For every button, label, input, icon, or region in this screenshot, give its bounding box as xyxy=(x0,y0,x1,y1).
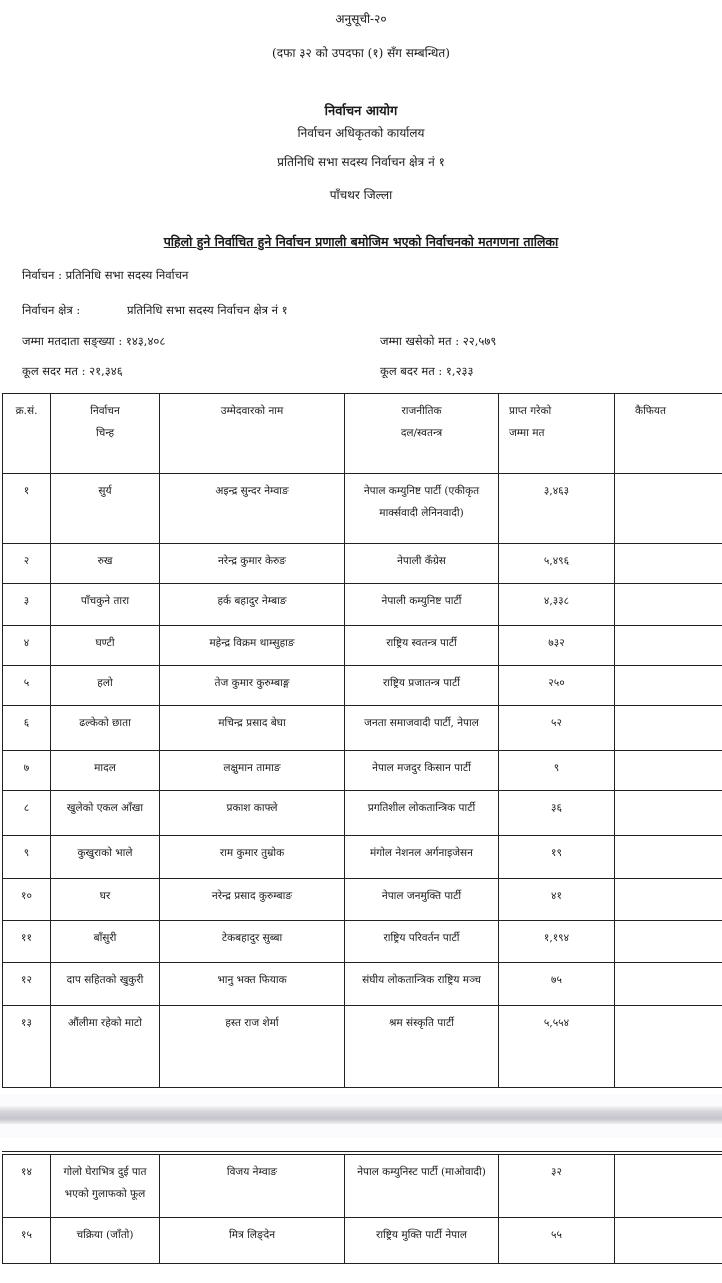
cell-party-name: संघीय लोकतान्त्रिक राष्ट्रिय मञ्च xyxy=(345,963,499,1006)
total-invalid-votes: कूल बदर मत : १,२३३ xyxy=(380,364,474,378)
cell-votes: ९ xyxy=(499,751,615,791)
cell-election-symbol: औंलीमा रहेको माटो xyxy=(51,1006,160,1088)
total-valid-votes: कूल सदर मत : २१,३४६ xyxy=(22,364,123,378)
cell-election-symbol: रुख xyxy=(51,544,160,584)
cell-candidate-name: भानु भक्त फियाक xyxy=(160,963,345,1006)
office-name: निर्वाचन अधिकृतको कार्यालय xyxy=(297,126,425,140)
cell-party-name: श्रम संस्कृति पार्टी xyxy=(345,1006,499,1088)
total-voters: जम्मा मतदाता सङ्ख्या : १४३,४०८ xyxy=(22,334,166,348)
header-total-votes: प्राप्त गरेको जम्मा मत xyxy=(499,394,615,474)
table-header-row xyxy=(3,394,722,474)
cell-remarks xyxy=(615,921,722,963)
cell-party-name: राष्ट्रिय मुक्ति पार्टी नेपाल xyxy=(345,1217,499,1263)
constituency-heading: प्रतिनिधि सभा सदस्य निर्वाचन क्षेत्र नं १ xyxy=(277,155,445,169)
cell-serial-number: ९ xyxy=(3,836,51,879)
cell-party-name: राष्ट्रिय स्वतन्त्र पार्टी xyxy=(345,626,499,666)
cell-remarks xyxy=(615,584,722,626)
cell-remarks xyxy=(615,544,722,584)
constituency-value: प्रतिनिधि सभा सदस्य निर्वाचन क्षेत्र नं १ xyxy=(127,303,288,317)
cell-serial-number: ४ xyxy=(3,626,51,666)
cell-election-symbol: घण्टी xyxy=(51,626,160,666)
table-row xyxy=(3,791,722,836)
cell-serial-number: ११ xyxy=(3,921,51,963)
cell-votes: १९ xyxy=(499,836,615,879)
cell-remarks xyxy=(615,666,722,706)
page-separator xyxy=(0,1106,722,1124)
cell-votes: १,१९४ xyxy=(499,921,615,963)
schedule-number: अनुसूची-२० xyxy=(335,12,387,26)
cell-remarks xyxy=(615,751,722,791)
table-row xyxy=(3,706,722,751)
cell-election-symbol: बाँसुरी xyxy=(51,921,160,963)
cell-serial-number: ६ xyxy=(3,706,51,751)
cell-votes: २५० xyxy=(499,666,615,706)
total-votes-cast: जम्मा खसेको मत : २२,५७९ xyxy=(380,334,497,348)
cell-remarks xyxy=(615,879,722,921)
cell-election-symbol: घर xyxy=(51,879,160,921)
table-row xyxy=(3,666,722,706)
constituency-label: निर्वाचन क्षेत्र : xyxy=(22,303,81,317)
cell-candidate-name: मित्र लिङ्देन xyxy=(160,1217,345,1263)
cell-candidate-name: मचिन्द्र प्रसाद बेघा xyxy=(160,706,345,751)
cell-candidate-name: अइन्द्र सुन्दर नेम्वाङ xyxy=(160,474,345,544)
vote-count-table xyxy=(2,393,722,1088)
cell-election-symbol: कुखुराको भाले xyxy=(51,836,160,879)
cell-serial-number: ३ xyxy=(3,584,51,626)
cell-serial-number: ८ xyxy=(3,791,51,836)
cell-candidate-name: हर्क बहादुर नेम्बाङ xyxy=(160,584,345,626)
table-row xyxy=(3,963,722,1006)
cell-votes: ३२ xyxy=(499,1153,615,1217)
cell-election-symbol: ढल्केको छाता xyxy=(51,706,160,751)
election-type: निर्वाचन : प्रतिनिधि सभा सदस्य निर्वाचन xyxy=(22,268,189,282)
cell-party-name: नेपाल मजदुर किसान पार्टी xyxy=(345,751,499,791)
cell-candidate-name: विजय नेम्वाङ xyxy=(160,1153,345,1217)
header-serial-number: क्र.सं. xyxy=(3,394,51,474)
cell-votes: ५५ xyxy=(499,1217,615,1263)
cell-election-symbol: गोलो घेराभित्र दुई पात भएको गुलाफको फूल xyxy=(51,1153,160,1217)
cell-remarks xyxy=(615,706,722,751)
cell-party-name: जनता समाजवादी पार्टी, नेपाल xyxy=(345,706,499,751)
cell-candidate-name: टेकबहादुर सुब्बा xyxy=(160,921,345,963)
cell-party-name: राष्ट्रिय प्रजातन्त्र पार्टी xyxy=(345,666,499,706)
cell-election-symbol: हलो xyxy=(51,666,160,706)
cell-election-symbol: खुलेको एकल आँखा xyxy=(51,791,160,836)
cell-votes: ३६ xyxy=(499,791,615,836)
table-row xyxy=(3,751,722,791)
cell-election-symbol: चक्रिया (जाँतो) xyxy=(51,1217,160,1263)
table-row xyxy=(3,544,722,584)
cell-election-symbol: दाप सहितको खुकुरी xyxy=(51,963,160,1006)
table-row xyxy=(3,584,722,626)
cell-candidate-name: महेन्द्र विक्रम थाम्सुहाङ xyxy=(160,626,345,666)
cell-votes: ५,५५४ xyxy=(499,1006,615,1088)
cell-party-name: नेपाल कम्युनिष्ट पार्टी (एकीकृत मार्क्सवादी लेनिनवादी) xyxy=(345,474,499,544)
cell-candidate-name: तेज कुमार कुरुम्बाङ्ग xyxy=(160,666,345,706)
cell-party-name: राष्ट्रिय परिवर्तन पार्टी xyxy=(345,921,499,963)
cell-remarks xyxy=(615,1006,722,1088)
cell-remarks xyxy=(615,1217,722,1263)
cell-serial-number: २ xyxy=(3,544,51,584)
cell-election-symbol: सुर्य xyxy=(51,474,160,544)
cell-candidate-name: नरेन्द्र प्रसाद कुरुम्बाङ xyxy=(160,879,345,921)
cell-party-name: नेपाल कम्युनिस्ट पार्टी (माओवादी) xyxy=(345,1153,499,1217)
cell-votes: ३,४६३ xyxy=(499,474,615,544)
cell-party-name: नेपाली कम्युनिष्ट पार्टी xyxy=(345,584,499,626)
table-row xyxy=(3,1217,722,1263)
header-candidate-name: उम्मेदवारको नाम xyxy=(160,394,345,474)
clause-reference: (दफा ३२ को उपदफा (१) सँग सम्बन्धित) xyxy=(272,46,450,60)
table-row xyxy=(3,1153,722,1217)
header-political-party: राजनीतिक दल/स्वतन्त्र xyxy=(345,394,499,474)
cell-serial-number: १ xyxy=(3,474,51,544)
cell-election-symbol: पाँचकुने तारा xyxy=(51,584,160,626)
cell-remarks xyxy=(615,1153,722,1217)
table-row xyxy=(3,879,722,921)
cell-serial-number: ५ xyxy=(3,666,51,706)
table-row xyxy=(3,474,722,544)
document-title: पहिलो हुने निर्वाचित हुने निर्वाचन प्रणाली बमोजिम भएको निर्वाचनको मतगणना तालिका xyxy=(163,234,559,249)
commission-name: निर्वाचन आयोग xyxy=(324,104,398,119)
cell-serial-number: १४ xyxy=(3,1153,51,1217)
cell-candidate-name: प्रकाश काफ्ले xyxy=(160,791,345,836)
cell-serial-number: १२ xyxy=(3,963,51,1006)
cell-votes: ५,४९६ xyxy=(499,544,615,584)
cell-serial-number: ७ xyxy=(3,751,51,791)
cell-party-name: मंगोल नेशनल अर्गनाइजेसन xyxy=(345,836,499,879)
cell-party-name: नेपाल जनमुक्ति पार्टी xyxy=(345,879,499,921)
table-row xyxy=(3,836,722,879)
header-election-symbol: निर्वाचन चिन्ह xyxy=(51,394,160,474)
table-row xyxy=(3,1006,722,1088)
vote-count-table-continued xyxy=(2,1151,722,1264)
cell-remarks xyxy=(615,791,722,836)
cell-party-name: नेपाली कँग्रेस xyxy=(345,544,499,584)
cell-serial-number: १० xyxy=(3,879,51,921)
cell-votes: ७३२ xyxy=(499,626,615,666)
cell-candidate-name: हस्त राज शेर्मा xyxy=(160,1006,345,1088)
cell-votes: ४१ xyxy=(499,879,615,921)
cell-election-symbol: मादल xyxy=(51,751,160,791)
table-row xyxy=(3,626,722,666)
cell-candidate-name: राम कुमार तुम्रोक xyxy=(160,836,345,879)
cell-votes: ५२ xyxy=(499,706,615,751)
cell-serial-number: १५ xyxy=(3,1217,51,1263)
table-row xyxy=(3,921,722,963)
cell-serial-number: १३ xyxy=(3,1006,51,1088)
district-name: पाँचथर जिल्ला xyxy=(329,188,393,202)
cell-candidate-name: नरेन्द्र कुमार केरुङ xyxy=(160,544,345,584)
cell-remarks xyxy=(615,626,722,666)
cell-votes: ४,३३८ xyxy=(499,584,615,626)
cell-remarks xyxy=(615,474,722,544)
cell-votes: ७५ xyxy=(499,963,615,1006)
cell-remarks xyxy=(615,836,722,879)
header-remarks: कैफियत xyxy=(615,394,722,474)
cell-party-name: प्रगतिशील लोकतान्त्रिक पार्टी xyxy=(345,791,499,836)
cell-remarks xyxy=(615,963,722,1006)
cell-candidate-name: लक्षुमान तामाङ xyxy=(160,751,345,791)
